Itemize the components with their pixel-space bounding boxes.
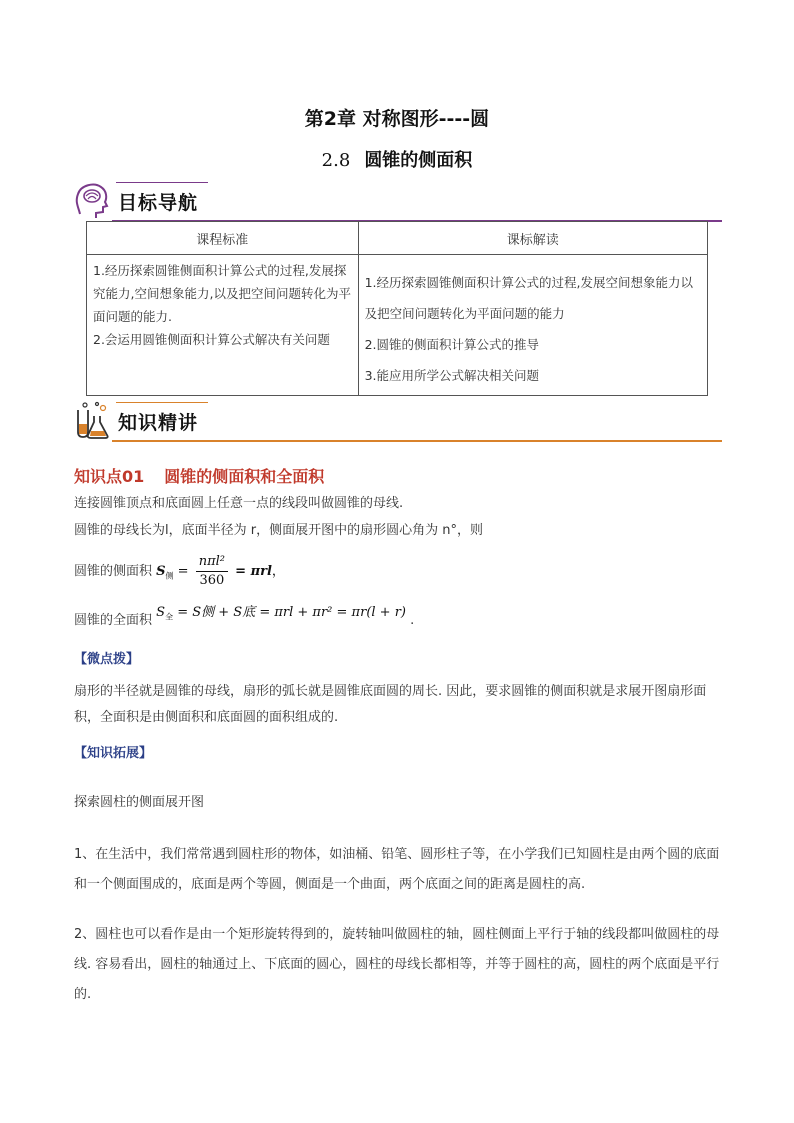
section-number: 2.8: [321, 150, 351, 171]
table-row: [87, 255, 708, 396]
knowledge-point-number: 知识点01: [74, 467, 145, 486]
extension-title: 探索圆柱的侧面展开图: [74, 795, 205, 810]
total-area-formula: $S_全 = S$侧 + S底 = πrl + πr² = πr(l + r): [156, 605, 406, 622]
standards-table: [86, 221, 708, 396]
tip-text: 扇形的半径就是圆锥的母线，扇形的弧长就是圆锥底面圆的周长. 因此，要求圆锥的侧面积就是求展开图扇形面积，全面积是由侧面积和底面圆的面积组成的.: [74, 684, 707, 725]
extension-label: 【知识拓展】: [74, 746, 153, 761]
standard-item: 2.会运用圆锥侧面积计算公式解决有关问题: [93, 332, 330, 347]
tip-label: 【微点拨】: [74, 652, 140, 667]
goal-section-label: 目标导航: [118, 192, 199, 214]
table-header-cell: 课程标准: [87, 222, 359, 255]
table-header-row: [87, 222, 708, 255]
knowledge-section-label: 知识精讲: [118, 412, 199, 434]
generatrix-definition: 连接圆锥顶点和底面圆上任意一点的线段叫做圆锥的母线.: [74, 496, 404, 511]
lab-flask-icon: [72, 400, 112, 440]
knowledge-section-rule: [112, 440, 722, 442]
total-area-line: 圆锥的全面积 $S_全 = S$侧 + S底 = πrl + πr² = πr(l + r) .: [74, 605, 415, 628]
extension-item: 1、在生活中，我们常常遇到圆柱形的物体，如油桶、铅笔、圆形柱子等，在小学我们已知圆柱是由两个圆的底面和一个侧面围成的，底面是两个等圆，侧面是一个曲面，两个底面之间的距离是圆柱的高.: [74, 847, 720, 892]
header-accent-line: [116, 402, 208, 403]
section-title: [0, 146, 794, 172]
goal-section-header: [72, 180, 722, 222]
knowledge-point-title: [74, 464, 324, 487]
knowledge-section-header: [72, 400, 722, 442]
variables-paragraph: 圆锥的母线长为l，底面半径为 r，侧面展开图中的扇形圆心角为 n°，则: [74, 523, 483, 538]
lateral-area-label: 圆锥的侧面积: [74, 564, 153, 579]
header-accent-line: [116, 182, 208, 183]
fraction: $\frac{\text{nπl²}}{360}$: [196, 553, 228, 590]
interpretation-cell: [358, 255, 707, 396]
table-header-cell: 课标解读: [358, 222, 707, 255]
lateral-area-formula: $S_侧$ = $\frac{\text{nπl²}}{360}$ = πrl，: [156, 554, 285, 588]
interpretation-item: 1.经历探索圆锥侧面积计算公式的过程,发展空间想象能力以及把空间问题转化为平面问题的能力: [364, 275, 693, 321]
section-name: 圆锥的侧面积: [364, 150, 473, 171]
standard-item: 1.经历探索圆锥侧面积计算公式的过程,发展探究能力,空间想象能力,以及把空间问题转化为平面问题的能力.: [93, 263, 351, 324]
chapter-title: 第2章 对称图形----圆: [304, 108, 490, 130]
interpretation-item: 2.圆锥的侧面积计算公式的推导: [364, 337, 539, 352]
lateral-area-line: [74, 552, 724, 597]
knowledge-point-name: 圆锥的侧面积和全面积: [164, 467, 325, 486]
standards-cell: [87, 255, 359, 396]
interpretation-item: 3.能应用所学公式解决相关问题: [364, 368, 539, 383]
extension-item: 2、圆柱也可以看作是由一个矩形旋转得到的，旋转轴叫做圆柱的轴，圆柱侧面上平行于轴的线段都叫做圆柱的母线. 容易看出，圆柱的轴通过上、下底面的圆心，圆柱的母线长都相等，并等于圆柱的高，圆柱的两个底面是平行的.: [74, 927, 720, 1002]
total-area-label: 圆锥的全面积: [74, 613, 153, 628]
brain-head-icon: [72, 180, 112, 220]
